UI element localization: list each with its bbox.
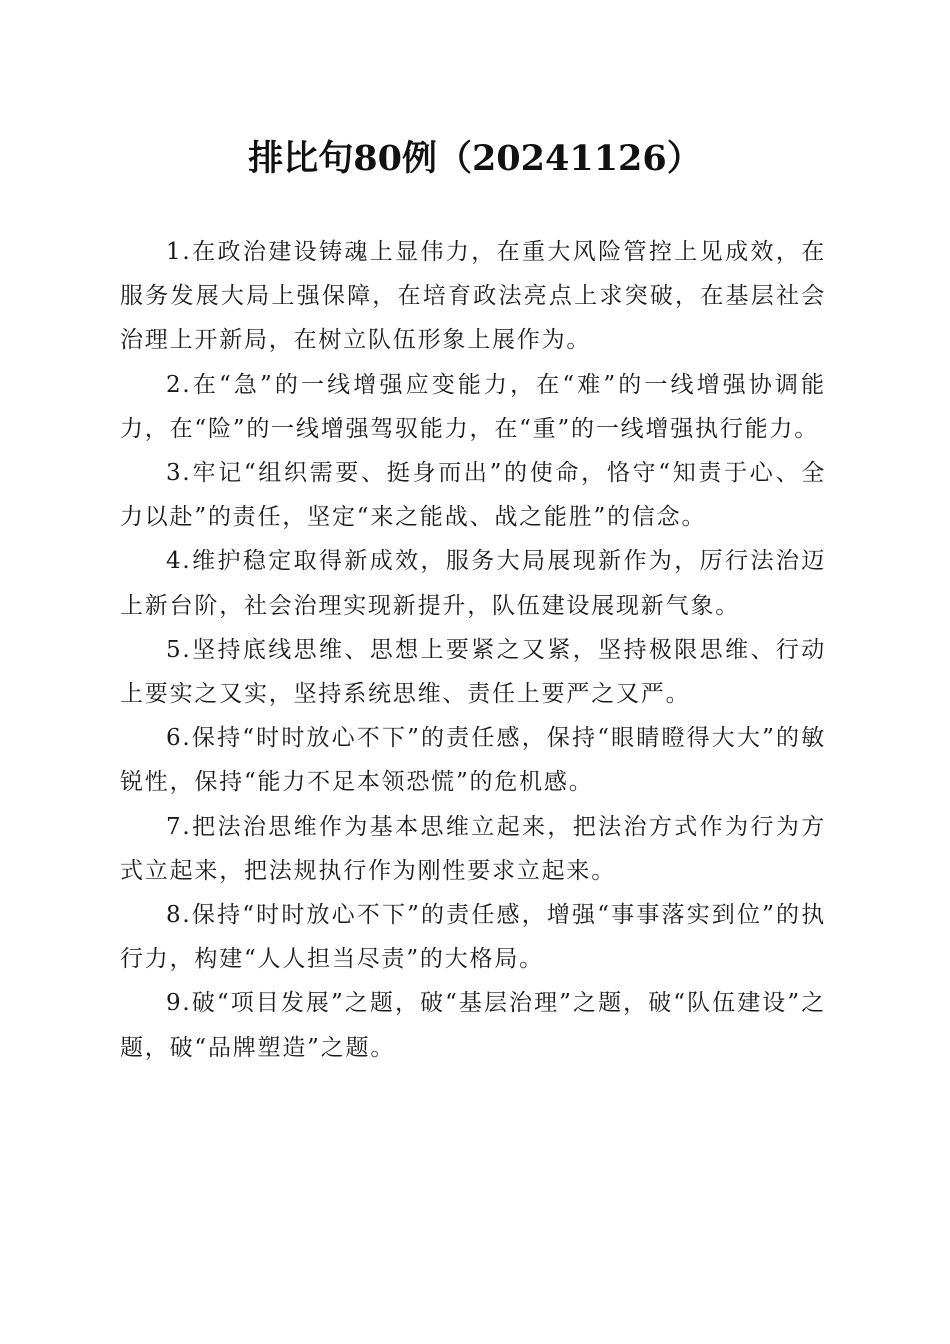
document-title: 排比句80例（20241126） xyxy=(248,138,702,179)
paragraph-9: 9.破“项目发展”之题，破“基层治理”之题，破“队伍建设”之题，破“品牌塑造”之题。 xyxy=(120,990,826,1061)
paragraph-7: 7.把法治思维作为基本思维立起来，把法治方式作为行为方式立起来，把法规执行作为刚性要求立起来。 xyxy=(120,813,826,884)
document-body xyxy=(120,230,826,1070)
paragraph-5: 5.坚持底线思维、思想上要紧之又紧，坚持极限思维、行动上要实之又实，坚持系统思维、责任上要严之又严。 xyxy=(120,636,826,708)
paragraph-8: 8.保持“时时放心不下”的责任感，增强“事事落实到位”的执行力，构建“人人担当尽责”的大格局。 xyxy=(120,902,826,973)
paragraph-3: 3.牢记“组织需要、挺身而出”的使命，恪守“知责于心、全力以赴”的责任，坚定“来之能战、战之能胜”的信念。 xyxy=(120,460,826,531)
paragraph-2: 2.在“急”的一线增强应变能力，在“难”的一线增强协调能力，在“险”的一线增强驾驭能力，在“重”的一线增强执行能力。 xyxy=(120,371,826,442)
paragraph-4: 4.维护稳定取得新成效，服务大局展现新作为，厉行法治迈上新台阶，社会治理实现新提升，队伍建设展现新气象。 xyxy=(120,548,826,619)
paragraph-1: 1.在政治建设铸魂上显伟力，在重大风险管控上见成效，在服务发展大局上强保障，在培育政法亮点上求突破，在基层社会治理上开新局，在树立队伍形象上展作为。 xyxy=(120,239,826,354)
paragraph-6: 6.保持“时时放心不下”的责任感，保持“眼睛瞪得大大”的敏锐性，保持“能力不足本领恐慌”的危机感。 xyxy=(120,725,826,796)
